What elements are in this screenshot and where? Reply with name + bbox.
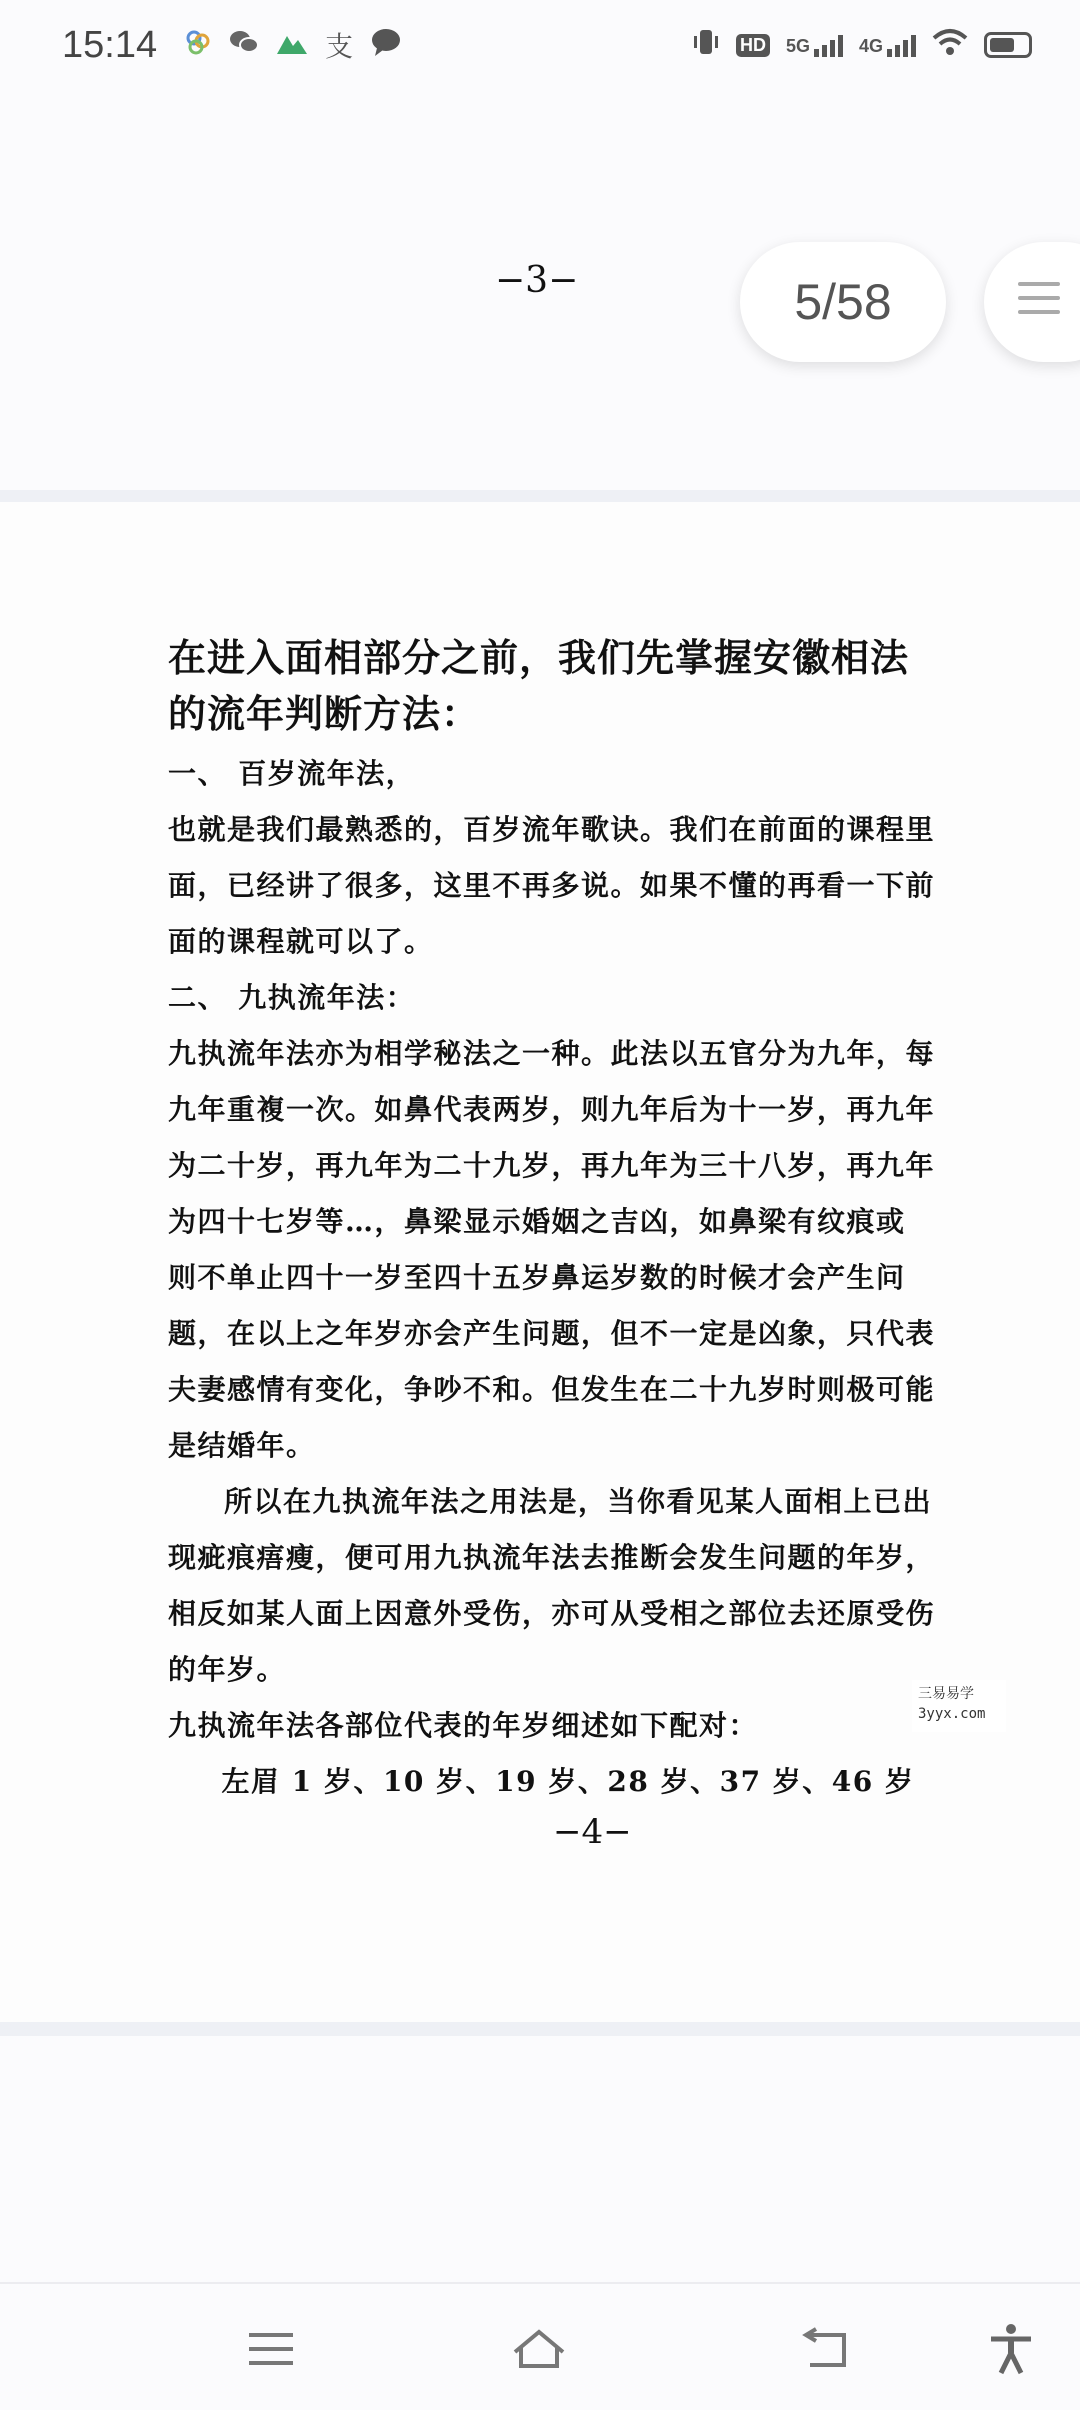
text-line: 题，在以上之年岁亦会产生问题，但不一定是凶象，只代表: [168, 1317, 936, 1350]
page-divider: [0, 2022, 1080, 2036]
text-line: 现疵痕痦瘦，便可用九执流年法去推断会发生问题的年岁，: [168, 1541, 936, 1574]
previous-page-number: −3−: [495, 260, 579, 301]
text-line: 相反如某人面上因意外受伤，亦可从受相之部位去还原受伤: [168, 1597, 936, 1630]
text-line: 为四十七岁等…，鼻梁显示婚姻之吉凶，如鼻梁有纹痕或: [168, 1205, 906, 1238]
navigation-bar: [0, 2282, 1080, 2410]
text-line: 所以在九执流年法之用法是，当你看见某人面相上已出: [224, 1485, 933, 1518]
text-line: 也就是我们最熟悉的，百岁流年歌诀。我们在前面的课程里: [168, 813, 936, 846]
hd-icon: HD: [736, 34, 770, 57]
alipay-icon: 支: [325, 30, 354, 63]
text-line: 面，已经讲了很多，这里不再多说。如果不懂的再看一下前: [168, 869, 936, 902]
page-content: [168, 630, 936, 1810]
text-line: 一、 百岁流年法，: [168, 757, 416, 790]
accessibility-icon: [987, 2323, 1035, 2375]
document-page: [0, 502, 1080, 2022]
text-line: 左眉 1 岁、10 岁、19 岁、28 岁、37 岁、46 岁: [221, 1765, 915, 1798]
home-icon: [511, 2326, 567, 2372]
copilot-icon: [185, 29, 211, 62]
menu-icon: [247, 2329, 295, 2369]
hamburger-icon: [1018, 282, 1060, 324]
wechat-icon: [229, 29, 259, 62]
clock: 15:14: [62, 23, 158, 66]
text-line: 夫妻感情有变化，争吵不和。但发生在二十九岁时则极可能: [168, 1373, 936, 1406]
nav-back-button[interactable]: [790, 2314, 860, 2384]
text-line: 为二十岁，再九年为二十九岁，再九年为三十八岁，再九年: [168, 1149, 936, 1182]
nav-accessibility-button[interactable]: [976, 2314, 1046, 2384]
vibrate-icon: [692, 27, 720, 64]
watermark: 三易易学 3yyx.com: [912, 1680, 1006, 1732]
text-line: 九执流年法亦为相学秘法之一种。此法以五官分为九年，每: [168, 1037, 936, 1070]
text-line: 则不单止四十一岁至四十五岁鼻运岁数的时候才会产生问: [168, 1261, 906, 1294]
nav-home-button[interactable]: [504, 2314, 574, 2384]
text-line: 九执流年法各部位代表的年岁细述如下配对：: [168, 1709, 759, 1742]
message-icon: [371, 28, 401, 63]
nav-menu-button[interactable]: [236, 2314, 306, 2384]
battery-icon: [984, 32, 1032, 58]
page-heading: 在进入面相部分之前，我们先掌握安徽相法 的流年判断方法：: [168, 635, 910, 736]
page-indicator[interactable]: 5/58: [740, 242, 946, 362]
text-line: 面的课程就可以了。: [168, 925, 434, 958]
status-bar: [0, 0, 1080, 90]
text-line: 的年岁。: [168, 1653, 287, 1686]
wifi-icon: [932, 28, 968, 63]
mountain-icon: [277, 29, 307, 61]
signal-5g: 5G: [786, 33, 843, 57]
current-page-number: −4−: [553, 1812, 632, 1852]
signal-4g: 4G: [859, 33, 916, 57]
back-icon: [800, 2327, 850, 2371]
text-line: 九年重複一次。如鼻代表两岁，则九年后为十一岁，再九年: [168, 1093, 936, 1126]
text-line: 二、 九执流年法：: [168, 981, 416, 1014]
text-line: 是结婚年。: [168, 1429, 316, 1462]
